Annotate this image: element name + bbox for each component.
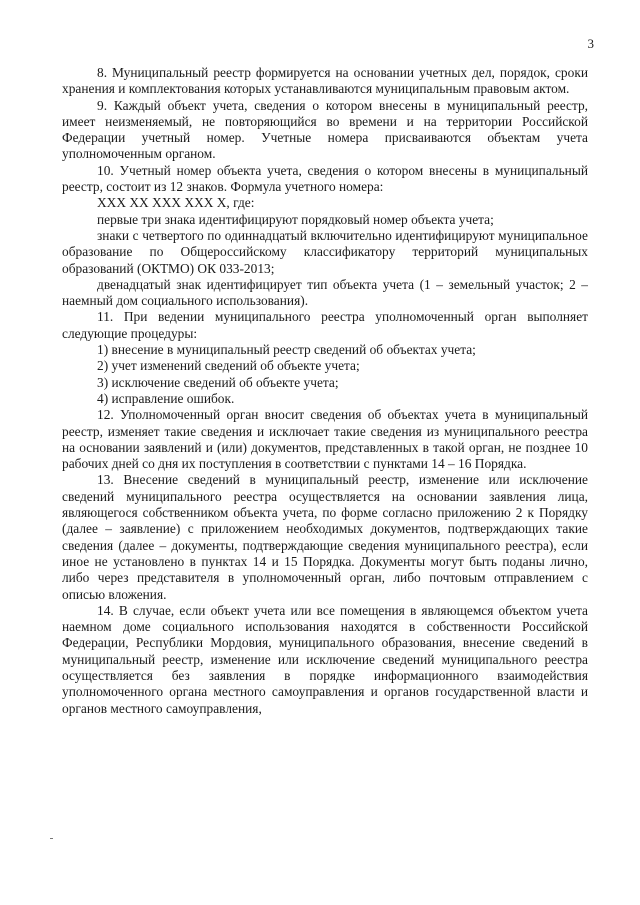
scan-mark bbox=[50, 838, 53, 839]
procedure-item-4: 4) исправление ошибок. bbox=[97, 390, 235, 406]
paragraph-8: 8. Муниципальный реестр формируется на основании учетных дел, порядок, сроки хранения и комплектования которых устанавливаются муниципальным правовым актом. bbox=[62, 65, 588, 97]
paragraph-10: 10. Учетный номер объекта учета, сведения о котором внесены в муниципальный реестр, состоит из 12 знаков. Формула учетного номера: bbox=[62, 162, 588, 195]
formula-line-2: знаки с четвертого по одиннадцатый включительно идентифицируют муниципальное образование по Общероссийскому классификатору территорий муниципальных образований (ОКТМО) ОК 033-2013; bbox=[62, 227, 588, 276]
document-body bbox=[62, 65, 588, 717]
procedure-item-1: 1) внесение в муниципальный реестр сведений об объектах учета; bbox=[97, 342, 476, 358]
procedure-item-2: 2) учет изменений сведений об объекте учета; bbox=[97, 358, 360, 374]
paragraph-13: 13. Внесение сведений в муниципальный реестр, изменение или исключение сведений муниципального реестра осуществляется на основании заявления лица, являющегося собственником объекта учета, по форме согласно приложению 2 к Порядку (далее – заявление) с приложением необходимых документов, подтверждающих такие сведения (далее – документы, подтверждающие сведения муниципального реестра), если иное не установлено в пунктах 14 и 15 Порядка. Документы могут быть поданы лично, либо через представителя в уполномоченный орган, либо почтовым отправлением с описью вложения. bbox=[62, 472, 588, 602]
page-number: 3 bbox=[587, 36, 594, 51]
paragraph-12: 12. Уполномоченный орган вносит сведения об объектах учета в муниципальный реестр, изменяет такие сведения и исключает такие сведения из муниципального реестра на основании заявлений и (или) документов, представленных в такой орган, не позднее 10 рабочих дней со дня их поступления в соответствии с пунктами 14 – 16 Порядка. bbox=[62, 407, 588, 472]
number-formula: ХХХ ХХ ХХХ ХХХ Х, где: bbox=[97, 195, 255, 211]
paragraph-14: 14. В случае, если объект учета или все помещения в являющемся объектом учета наемном доме социального использования находятся в собственности Российской Федерации, Республики Мордовия, муниципального образования, внесение сведений в муниципальный реестр, изменение или исключение сведений муниципального реестра осуществляется без заявления в порядке информационного взаимодействия уполномоченного органа местного самоуправления и органов государственной власти и органов местного самоуправления, bbox=[62, 602, 588, 716]
procedure-item-3: 3) исключение сведений об объекте учета; bbox=[97, 374, 339, 390]
formula-line-1: первые три знака идентифицируют порядковый номер объекта учета; bbox=[97, 211, 494, 227]
paragraph-9: 9. Каждый объект учета, сведения о котором внесены в муниципальный реестр, имеет неизменяемый, не повторяющийся во времени и на территории Российской Федерации учетный номер. Учетные номера присваиваются объектам учета уполномоченным органом. bbox=[62, 97, 588, 162]
formula-line-3: двенадцатый знак идентифицирует тип объекта учета (1 – земельный участок; 2 – наемный дом социального использования). bbox=[62, 276, 588, 309]
paragraph-11: 11. При ведении муниципального реестра уполномоченный орган выполняет следующие процедуры: bbox=[62, 309, 588, 341]
